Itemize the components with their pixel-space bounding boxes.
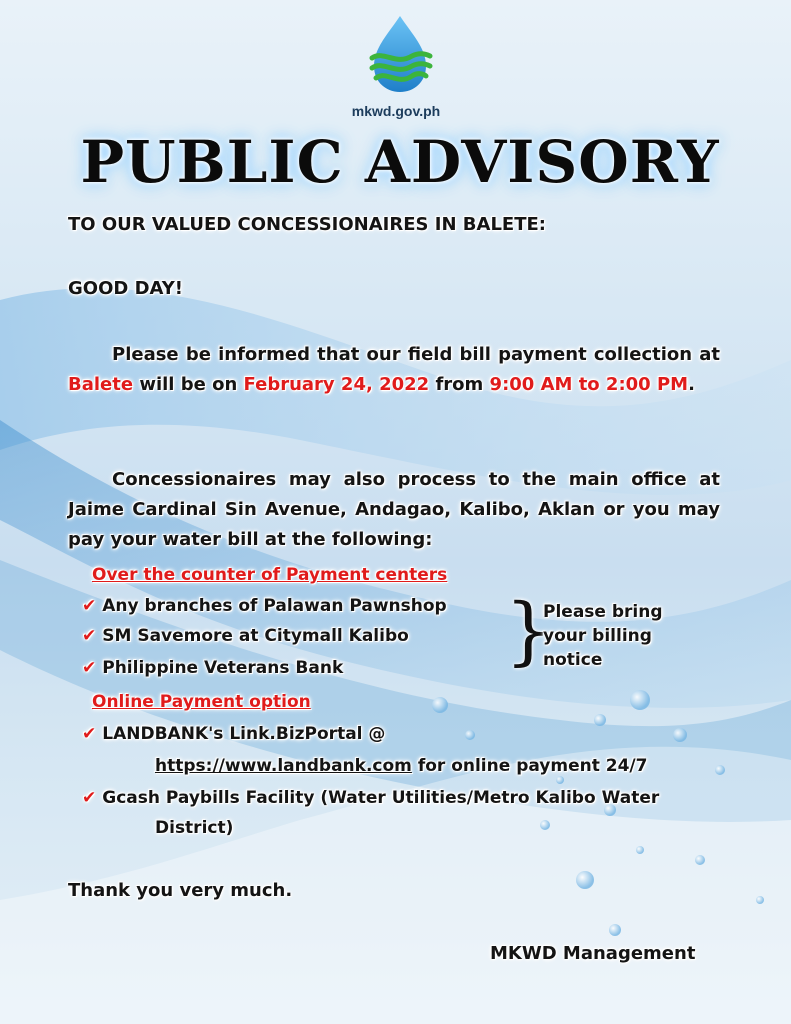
list-item <box>82 658 343 678</box>
otc-item-3: Philippine Veterans Bank <box>102 658 344 678</box>
online-item-1: LANDBANK's Link.BizPortal @ <box>102 724 386 744</box>
billing-note-line-3: notice <box>543 650 603 670</box>
online-heading: Online Payment option <box>92 692 311 712</box>
list-item <box>82 724 385 744</box>
online-item-2: Gcash Paybills Facility (Water Utilities/Metro Kalibo Water <box>102 788 660 808</box>
otc-item-2: SM Savemore at Citymall Kalibo <box>102 626 409 646</box>
landbank-link[interactable]: https://www.landbank.com <box>155 756 412 776</box>
online-item-1-tail: for online payment 24/7 <box>411 756 648 776</box>
mkwd-drop-logo <box>360 14 440 94</box>
check-icon: ✔ <box>82 724 97 744</box>
schedule-text-b: will be on <box>133 374 244 395</box>
paragraph-payment-options: Concessionaires may also process to the main office at Jaime Cardinal Sin Avenue, Andagao, Kalibo, Aklan or you may pay your water bill at the following: <box>68 469 720 550</box>
schedule-text-d: . <box>688 374 695 395</box>
page-title: PUBLIC ADVISORY <box>80 128 720 196</box>
signature: MKWD Management <box>490 943 696 964</box>
greeting-text: GOOD DAY! <box>68 278 183 299</box>
check-icon: ✔ <box>82 658 97 678</box>
check-icon: ✔ <box>82 626 97 646</box>
website-label: mkwd.gov.ph <box>351 103 441 119</box>
billing-note-line-2: your billing <box>543 626 652 646</box>
brace-icon: } <box>505 588 553 674</box>
list-item <box>82 626 409 646</box>
schedule-text-a: Please be informed that our field bill payment collection at <box>112 344 720 365</box>
paragraph-schedule <box>68 340 720 400</box>
time-highlight: 9:00 AM to 2:00 PM <box>489 374 689 395</box>
billing-note-line-1: Please bring <box>543 602 663 622</box>
check-icon: ✔ <box>82 788 97 808</box>
check-icon: ✔ <box>82 596 97 616</box>
list-item <box>82 596 447 616</box>
billing-note <box>543 600 663 672</box>
otc-item-1: Any branches of Palawan Pawnshop <box>102 596 447 616</box>
schedule-text-c: from <box>429 374 490 395</box>
list-item-continuation: District) <box>155 818 234 838</box>
thanks-text: Thank you very much. <box>68 880 293 901</box>
otc-heading: Over the counter of Payment centers <box>92 565 448 585</box>
list-item-continuation <box>155 756 647 776</box>
list-item <box>82 788 659 808</box>
location-highlight: Balete <box>68 374 134 395</box>
date-highlight: February 24, 2022 <box>243 374 430 395</box>
salutation-heading: TO OUR VALUED CONCESSIONAIRES IN BALETE: <box>68 214 546 235</box>
